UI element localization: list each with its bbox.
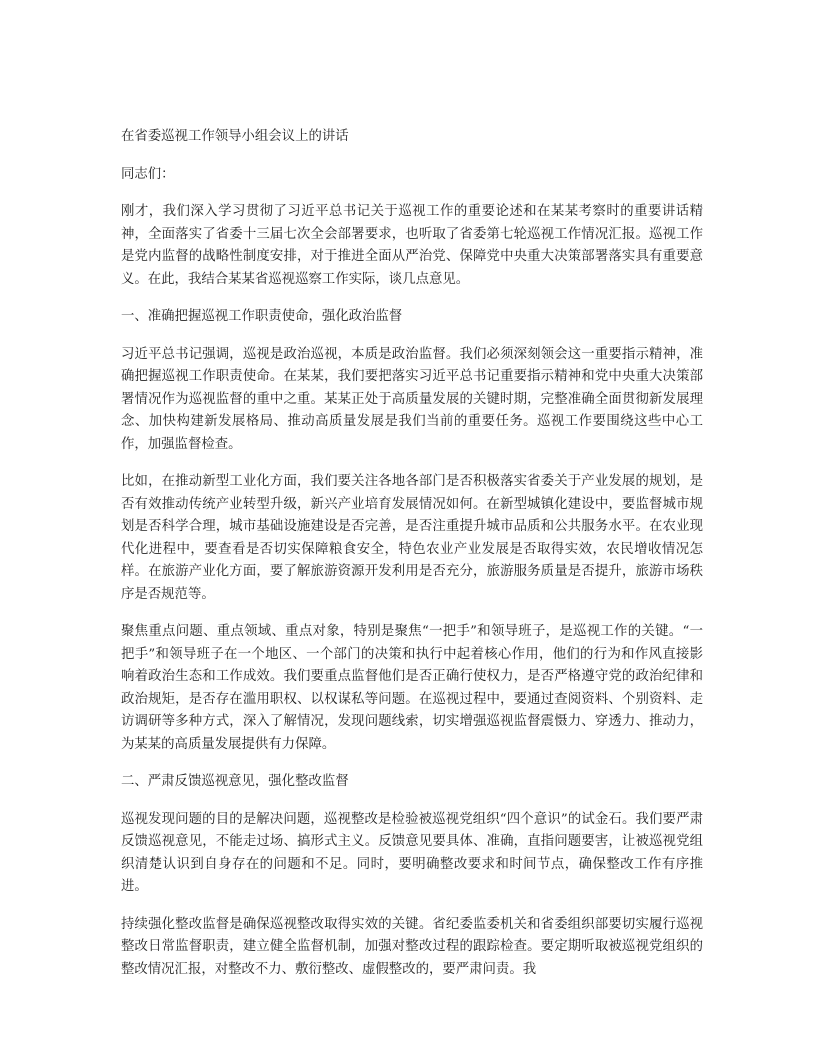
paragraph-section1-a: 习近平总书记强调，巡视是政治巡视，本质是政治监督。我们必须深刻领会这一重要指示精神，准确把握巡视工作职责使命。在某某，我们要把落实习近平总书记重要指示精神和党中央重大决策部署情况作为巡视监督的重中之重。某某正处于高质量发展的关键时期，完整准确全面贯彻新发展理念、加快构建新发展格局、推动高质量发展是我们当前的重要任务。巡视工作要围绕这些中心工作，加强监督检查。	[121, 346, 703, 452]
paragraph-section1-c: 聚焦重点问题、重点领域、重点对象，特别是聚焦“一把手”和领导班子，是巡视工作的关键。“一把手”和领导班子在一个地区、一个部门的决策和执行中起着核心作用，他们的行为和作风直接影响着政治生态和工作成效。我们要重点监督他们是否正确行使权力，是否严格遵守党的政治纪律和政治规矩，是否存在滥用职权、以权谋私等问题。在巡视过程中，要通过查阅资料、个别资料、走访调研等多种方式，深入了解情况，发现问题线索，切实增强巡视监督震慑力、穿透力、推动力，为某某的高质量发展提供有力保障。	[121, 624, 703, 752]
paragraph-intro: 刚才，我们深入学习贯彻了习近平总书记关于巡视工作的重要论述和在某某考察时的重要讲话精神，全面落实了省委十三届七次全会部署要求，也听取了省委第七轮巡视工作情况汇报。巡视工作是党内监督的战略性制度安排，对于推进全面从严治党、保障党中央重大决策部署落实具有重要意义。在此，我结合某某省巡视巡察工作实际，谈几点意见。	[121, 204, 703, 287]
document-title: 在省委巡视工作领导小组会议上的讲话	[121, 129, 349, 144]
salutation: 同志们：	[121, 166, 175, 182]
section-heading-1: 一、准确把握巡视工作职责使命，强化政治监督	[121, 309, 403, 324]
paragraph-section1-b: 比如，在推动新型工业化方面，我们要关注各地各部门是否积极落实省委关于产业发展的规划，是否有效推动传统产业转型升级，新兴产业培育发展情况如何。在新型城镇化建设中，要监督城市规划是否科学合理，城市基础设施建设是否完善，是否注重提升城市品质和公共服务水平。在农业现代化进程中，要查看是否切实保障粮食安全，特色农业产业发展是否取得实效，农民增收情况怎样。在旅游产业化方面，要了解旅游资源开发利用是否充分，旅游服务质量是否提升，旅游市场秩序是否规范等。	[121, 474, 703, 602]
paragraph-section2-b: 持续强化整改监督是确保巡视整改取得实效的关键。省纪委监委机关和省委组织部要切实履行巡视整改日常监督职责，建立健全监督机制，加强对整改过程的跟踪检查。要定期听取被巡视党组织的整改情况汇报，对整改不力、敷衍整改、虚假整改的，要严肃问责。我	[121, 916, 703, 977]
paragraph-section2-a: 巡视发现问题的目的是解决问题，巡视整改是检验被巡视党组织“四个意识”的试金石。我们要严肃反馈巡视意见，不能走过场、搞形式主义。反馈意见要具体、准确，直指问题要害，让被巡视党组织清楚认识到自身存在的问题和不足。同时，要明确整改要求和时间节点，确保整改工作有序推进。	[121, 811, 703, 894]
document-body	[121, 126, 703, 996]
section-heading-2: 二、严肃反馈巡视意见，强化整改监督	[121, 774, 349, 789]
